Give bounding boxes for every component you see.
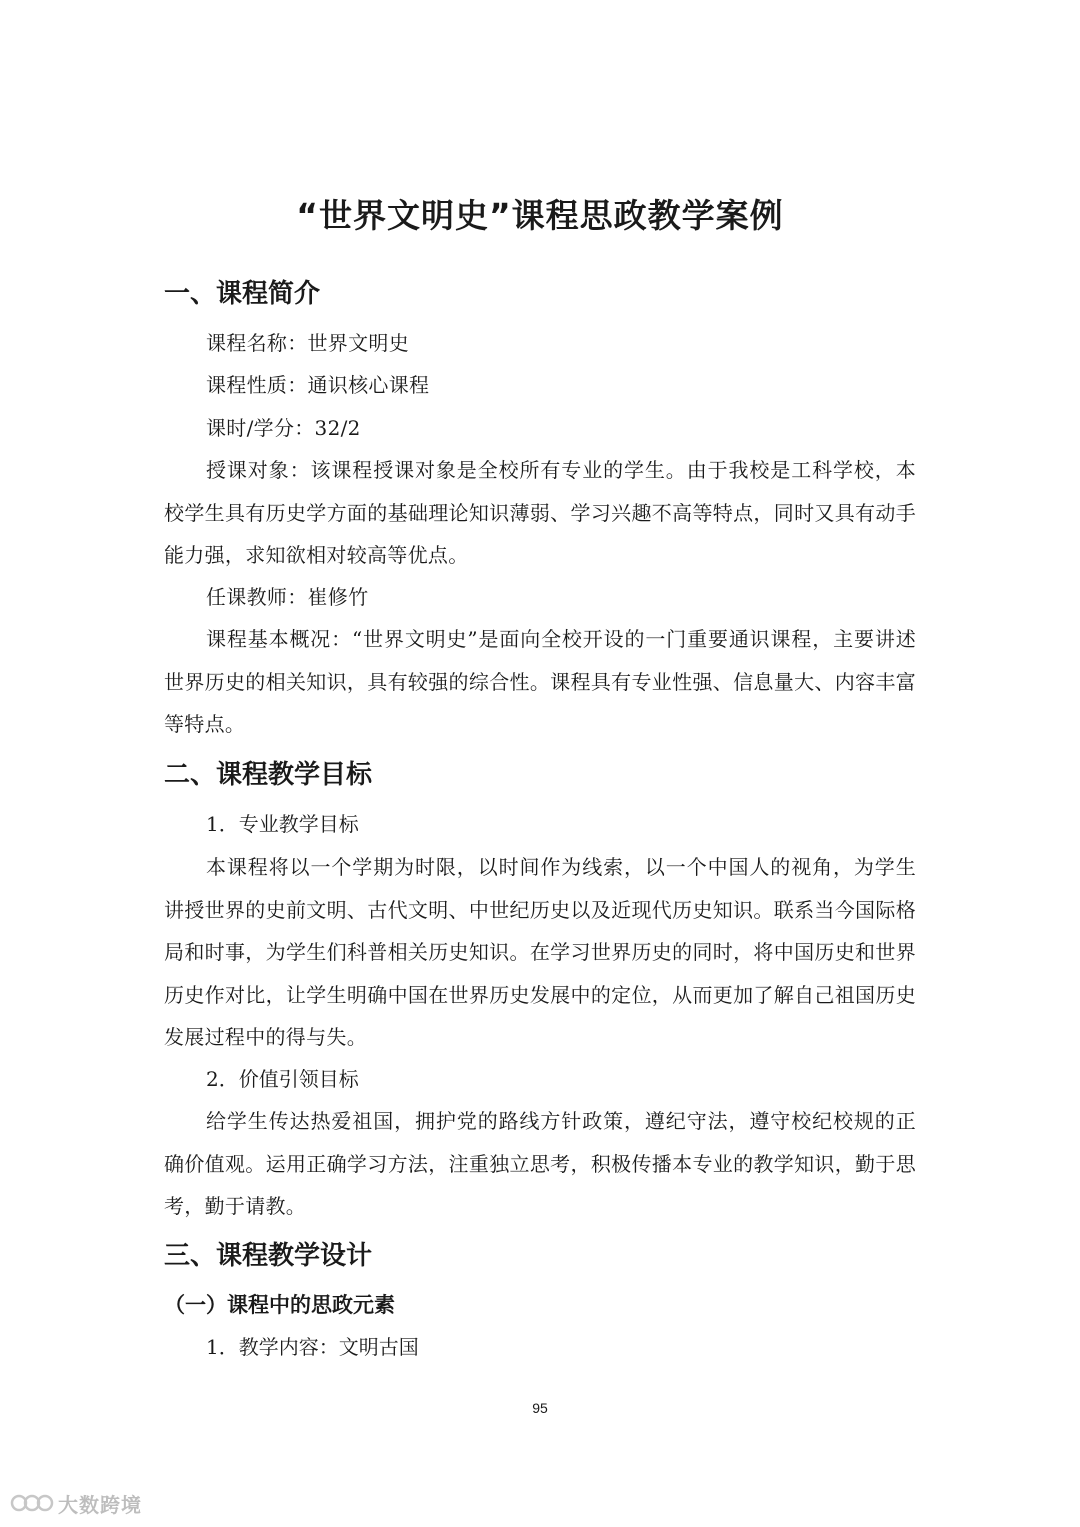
page-number: 95 xyxy=(532,1400,548,1416)
goal2-paragraph: 给学生传达热爱祖国，拥护党的路线方针政策，遵纪守法，遵守校纪校规的正确价值观。运用正确学习方法，注重独立思考，积极传播本专业的教学知识，勤于思考，勤于请教。 xyxy=(164,1109,916,1218)
section-heading-1: 一、课程简介 xyxy=(164,279,321,309)
section-heading-2: 二、课程教学目标 xyxy=(164,760,373,790)
page-title: “世界文明史”课程思政教学案例 xyxy=(296,196,784,235)
course-nature: 课程性质：通识核心课程 xyxy=(206,373,430,397)
audience-paragraph: 授课对象：该课程授课对象是全校所有专业的学生。由于我校是工科学校，本校学生具有历史学方面的基础理论知识薄弱、学习兴趣不高等特点，同时又具有动手能力强，求知欲相对较高等优点。 xyxy=(164,458,916,567)
subsection-heading-1: （一）课程中的思政元素 xyxy=(164,1293,395,1317)
hours-credits: 课时/学分：32/2 xyxy=(206,416,361,440)
goal1-paragraph: 本课程将以一个学期为时限，以时间作为线索，以一个中国人的视角，为学生讲授世界的史前文明、古代文明、中世纪历史以及近现代历史知识。联系当今国际格局和时事，为学生们科普相关历史知识。在学习世界历史的同时，将中国历史和世界历史作对比，让学生明确中国在世界历史发展中的定位，从而更加了解自己祖国历史发展过程中的得与失。 xyxy=(164,855,916,1049)
teacher: 任课教师：崔修竹 xyxy=(206,585,369,609)
goal1-title: 1．专业教学目标 xyxy=(206,812,359,836)
goal2-title: 2．价值引领目标 xyxy=(206,1067,359,1091)
logo-icon xyxy=(10,1490,54,1516)
section-heading-3: 三、课程教学设计 xyxy=(164,1241,373,1271)
overview-paragraph: 课程基本概况：“世界文明史”是面向全校开设的一门重要通识课程，主要讲述世界历史的相关知识，具有较强的综合性。课程具有专业性强、信息量大、内容丰富等特点。 xyxy=(164,627,916,736)
watermark-text: 大数跨境 xyxy=(58,1492,142,1517)
watermark xyxy=(10,1488,142,1518)
course-name: 课程名称：世界文明史 xyxy=(206,331,409,355)
teaching-item-1: 1．教学内容：文明古国 xyxy=(206,1335,419,1359)
